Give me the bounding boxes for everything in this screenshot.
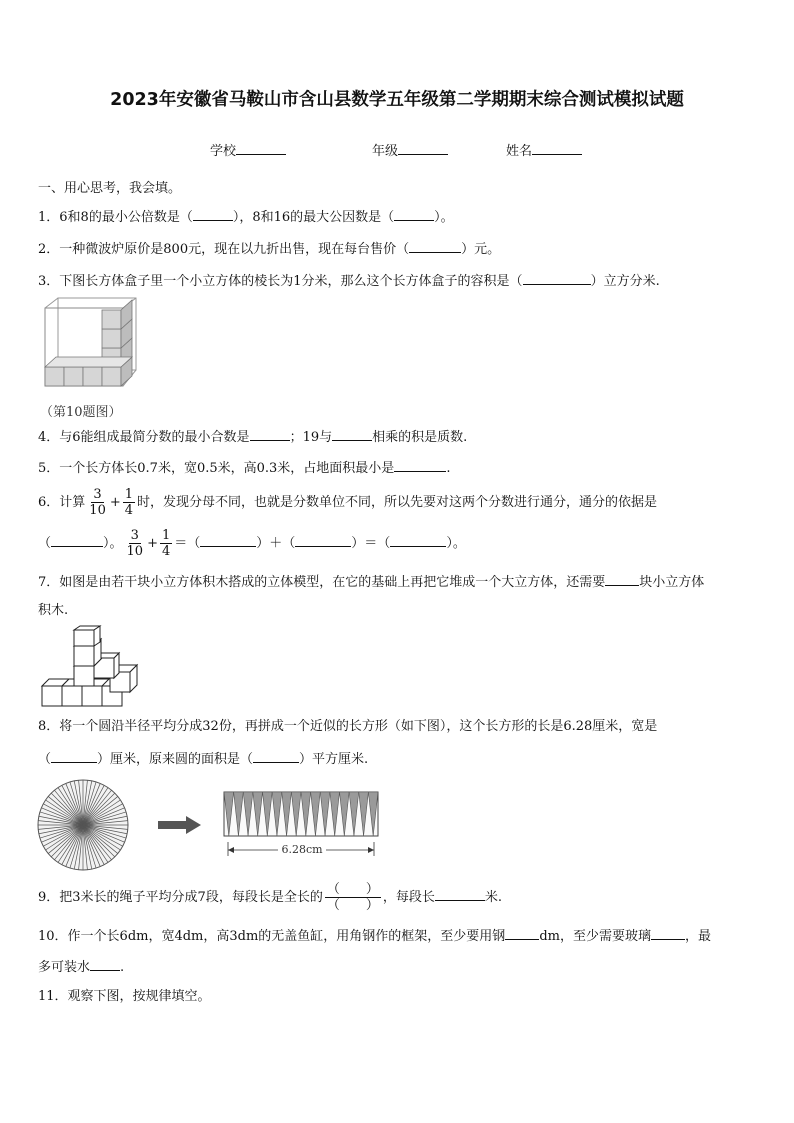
q6-equals: ＝（ (174, 536, 201, 551)
q6-blank-basis[interactable] (51, 534, 103, 547)
q5-text-b: . (446, 461, 451, 476)
q9-text-a: 把3米长的绳子平均分成7段，每段长是全长的 (59, 890, 323, 905)
question-7 (38, 573, 704, 591)
q1-blank-2[interactable] (394, 208, 434, 221)
q6-fraction-4 (160, 528, 172, 559)
q8-blank-width[interactable] (51, 750, 97, 763)
q9-text-b: ，每段长 (382, 890, 435, 905)
question-7-line-2: 积木. (38, 603, 69, 618)
q3-text-b: ）立方分米. (590, 274, 660, 289)
q7-number: 7． (38, 575, 60, 590)
page-title: 2023年安徽省马鞍山市含山县数学五年级第二学期期末综合测试模拟试题 (110, 90, 684, 110)
q10-text-b: dm，至少需要玻璃 (539, 929, 651, 944)
question-4 (38, 428, 467, 446)
question-6 (38, 486, 657, 520)
q6-blank-2[interactable] (295, 534, 351, 547)
name-field (506, 140, 582, 159)
q5-blank[interactable] (394, 459, 446, 472)
question-8-line-2 (38, 750, 368, 768)
q1-text-a: 6和8的最小公倍数是（ (59, 210, 193, 225)
q6-plus-2: + (147, 536, 158, 551)
q8-blank-area[interactable] (253, 750, 299, 763)
q9-blank[interactable] (435, 888, 485, 901)
q10-blank-2[interactable] (651, 927, 685, 940)
question-5 (38, 459, 450, 477)
q9-numerator-blank[interactable]: （ ） (326, 882, 379, 897)
q1-blank-1[interactable] (193, 208, 233, 221)
q3-figure-caption: （第10题图） (40, 405, 122, 420)
q1-number: 1． (38, 210, 60, 225)
q5-number: 5． (38, 461, 60, 476)
q6-plus: + (109, 495, 121, 510)
name-label: 姓名 (506, 144, 533, 159)
q6-blank-1[interactable] (200, 534, 256, 547)
q9-fraction-blank[interactable] (325, 882, 381, 913)
question-2 (38, 240, 500, 258)
q5-text-a: 一个长方体长0.7米，宽0.5米，高0.3米，占地面积最小是 (59, 461, 395, 476)
q3-number: 3． (38, 274, 60, 289)
question-10 (38, 927, 711, 945)
q7-blank[interactable] (605, 573, 639, 586)
q6-text-a: 计算 (59, 495, 86, 510)
grade-blank[interactable] (398, 141, 448, 155)
q6-mid2: ）＝（ (351, 536, 391, 551)
q2-number: 2． (38, 242, 60, 257)
question-6-line-2 (38, 527, 466, 561)
q6-f2-denominator: 4 (124, 503, 134, 518)
q2-blank[interactable] (409, 240, 461, 253)
grade-label: 年级 (372, 144, 399, 159)
q11-number: 11． (38, 989, 68, 1004)
q2-text-a: 一种微波炉原价是800元，现在以九折出售，现在每台售价（ (59, 242, 410, 257)
question-9 (38, 880, 502, 916)
q9-denominator-blank[interactable]: （ ） (326, 898, 379, 913)
q7-text-b: 块小立方体 (639, 575, 705, 590)
q10-blank-1[interactable] (505, 927, 539, 940)
q3-box-figure (40, 294, 140, 394)
q8-measure-label: 6.28cm (281, 843, 323, 856)
q11-text-a: 观察下图，按规律填空。 (67, 989, 211, 1004)
q6-fraction-1 (87, 487, 108, 518)
q10-text-d: 多可装水 (38, 960, 91, 975)
section-heading: 一、用心思考，我会填。 (38, 181, 182, 196)
q8-paren-open: （ (38, 752, 52, 767)
q4-text-b: ；19与 (289, 430, 333, 445)
q8-number: 8． (38, 719, 60, 734)
q6-f2-numerator: 1 (124, 487, 134, 502)
q6-blank-3[interactable] (390, 534, 446, 547)
q6-f4-denominator: 4 (161, 544, 171, 559)
q6-end: ）。 (446, 536, 466, 551)
q10-text-a: 作一个长6dm，宽4dm，高3dm的无盖鱼缸，用角钢作的框架，至少要用钢 (67, 929, 506, 944)
school-field (210, 140, 286, 159)
q6-f1-denominator: 10 (89, 503, 106, 518)
q8-circle-spokes (38, 780, 128, 870)
q4-blank-1[interactable] (250, 428, 290, 441)
q4-blank-2[interactable] (332, 428, 372, 441)
question-1 (38, 208, 454, 226)
q8-circle-figure (36, 778, 130, 872)
q3-blank[interactable] (523, 272, 591, 285)
q6-text-b: 时，发现分母不同，也就是分数单位不同，所以先要对这两个分数进行通分，通分的依据是 (137, 495, 658, 510)
q6-f4-numerator: 1 (161, 528, 171, 543)
q6-paren-close: ）。 (103, 536, 123, 551)
q4-text-a: 与6能组成最简分数的最小合数是 (59, 430, 250, 445)
q9-text-c: 米. (484, 890, 502, 905)
question-10-line-2 (38, 958, 124, 976)
q6-mid: ）＋（ (256, 536, 296, 551)
q6-fraction-3 (125, 528, 146, 559)
q4-text-c: 相乘的积是质数. (372, 430, 468, 445)
arrow-right-icon (158, 815, 202, 835)
q6-f1-numerator: 3 (93, 487, 102, 502)
school-label: 学校 (210, 144, 237, 159)
q6-number: 6． (38, 495, 60, 510)
q6-f3-numerator: 3 (130, 528, 139, 543)
q6-paren-open: （ (38, 536, 52, 551)
q10-text-c: ，最 (684, 929, 711, 944)
q10-text-e: . (120, 960, 125, 975)
q6-f3-denominator: 10 (126, 544, 144, 559)
q4-number: 4． (38, 430, 60, 445)
q8-text-a: 将一个圆沿半径平均分成32份，再拼成一个近似的长方形（如下图），这个长方形的长是6.28厘米，宽是 (59, 719, 658, 734)
q2-text-b: ）元。 (461, 242, 501, 257)
school-blank[interactable] (236, 141, 286, 155)
q3-text-a: 下图长方体盒子里一个小立方体的棱长为1分米，那么这个长方体盒子的容积是（ (59, 274, 523, 289)
q8-text-c: ）厘米，原来圆的面积是（ (97, 752, 254, 767)
q1-text-c: ）。 (434, 210, 454, 225)
q8-text-d: ）平方厘米. (299, 752, 369, 767)
q8-rearranged-rectangle (222, 790, 382, 860)
q10-number: 10． (38, 929, 68, 944)
q7-cubes-figure (40, 630, 140, 710)
question-8 (38, 719, 657, 735)
q10-blank-3[interactable] (90, 958, 120, 971)
q9-number: 9． (38, 890, 60, 905)
grade-field (372, 140, 448, 159)
q7-text-a: 如图是由若干块小立方体积木搭成的立体模型，在它的基础上再把它堆成一个大立方体，还需要 (59, 575, 606, 590)
question-11 (38, 989, 211, 1005)
q6-fraction-2 (123, 487, 135, 518)
question-3 (38, 272, 660, 290)
name-blank[interactable] (532, 141, 582, 155)
q1-text-b: ），8和16的最大公因数是（ (232, 210, 395, 225)
